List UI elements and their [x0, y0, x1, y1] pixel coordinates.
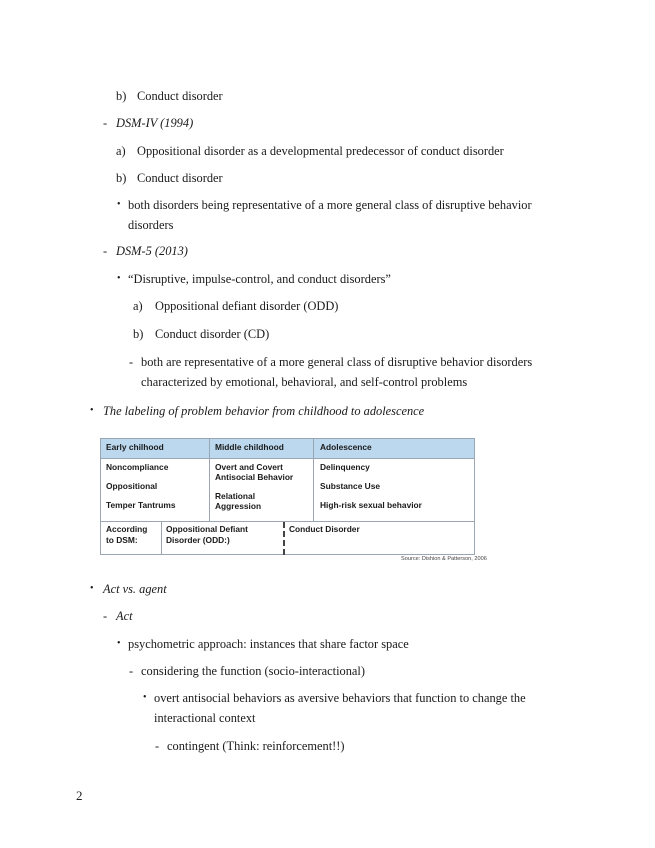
table-header-cell: Middle childhood: [215, 442, 284, 452]
dash-marker: -: [103, 116, 108, 130]
table-header-cell: Adolescence: [320, 442, 372, 452]
list-item: Oppositional disorder as a developmental predecessor of conduct disorder: [137, 144, 504, 158]
table-header-cell: Early chilhood: [106, 442, 164, 452]
section-heading: The labeling of problem behavior from childhood to adolescence: [103, 404, 425, 418]
list-item: Act: [116, 609, 133, 623]
page-number: 2: [76, 788, 83, 803]
list-item: Oppositional defiant disorder (ODD): [155, 299, 339, 313]
list-marker: b): [116, 89, 127, 103]
list-item: DSM-IV (1994): [116, 116, 194, 130]
list-item: Conduct disorder: [137, 171, 223, 185]
table-cell: Disorder (ODD:): [166, 535, 230, 545]
list-item: psychometric approach: instances that share factor space: [128, 637, 409, 651]
table-cell: Relational: [215, 491, 256, 501]
table-cell: Conduct Disorder: [289, 524, 360, 534]
table-cell: Noncompliance: [106, 462, 169, 472]
bullet-marker: •: [117, 199, 121, 210]
table-cell: Oppositional: [106, 481, 158, 491]
dash-marker: -: [103, 609, 108, 623]
list-marker: a): [116, 144, 126, 158]
dashed-divider: [283, 522, 287, 555]
list-marker: a): [133, 299, 143, 313]
list-marker: b): [116, 171, 127, 185]
table-cell: Delinquency: [320, 462, 370, 472]
table-cell: Antisocial Behavior: [215, 472, 294, 482]
problem-behavior-table: [100, 438, 476, 555]
bullet-marker: •: [117, 273, 121, 284]
table-cell: Substance Use: [320, 481, 381, 491]
list-item-continuation: disorders: [128, 218, 174, 232]
list-marker: b): [133, 327, 144, 341]
bullet-marker: •: [90, 583, 94, 594]
table-cell: Oppositional Defiant: [166, 524, 248, 534]
table-cell: High-risk sexual behavior: [320, 500, 422, 510]
list-item-continuation: characterized by emotional, behavioral, and self-control problems: [141, 375, 468, 389]
list-item: DSM-5 (2013): [116, 244, 188, 258]
table-cell: Temper Tantrums: [106, 500, 176, 510]
section-heading: Act vs. agent: [103, 582, 167, 596]
list-item: contingent (Think: reinforcement!!): [167, 739, 345, 753]
dash-marker: -: [103, 244, 108, 258]
list-item: Conduct disorder (CD): [155, 327, 270, 341]
list-item: Conduct disorder: [137, 89, 223, 103]
table-cell: Overt and Covert: [215, 462, 283, 472]
list-item: considering the function (socio-interactional): [141, 664, 365, 678]
bullet-marker: •: [90, 405, 94, 416]
table-cell: Aggression: [215, 501, 262, 511]
column-divider: [209, 438, 210, 522]
dash-marker: -: [129, 355, 134, 369]
bullet-marker: •: [117, 638, 121, 649]
list-item: overt antisocial behaviors as aversive behaviors that function to change the: [154, 691, 526, 705]
table-cell: to DSM:: [106, 535, 138, 545]
bullet-marker: •: [143, 692, 147, 703]
dash-marker: -: [155, 739, 160, 753]
column-divider: [161, 521, 162, 555]
dash-marker: -: [129, 664, 134, 678]
table-source-caption: Source: Dishion & Patterson, 2006: [401, 556, 487, 562]
list-item: both are representative of a more general class of disruptive behavior disorders: [141, 355, 533, 369]
table-cell: According: [106, 524, 148, 534]
list-item: both disorders being representative of a more general class of disruptive behavior: [128, 198, 532, 212]
column-divider: [313, 438, 314, 522]
table-dsm-row: [100, 521, 475, 555]
list-item-continuation: interactional context: [154, 711, 256, 725]
list-item: “Disruptive, impulse-control, and conduct disorders”: [128, 272, 391, 286]
